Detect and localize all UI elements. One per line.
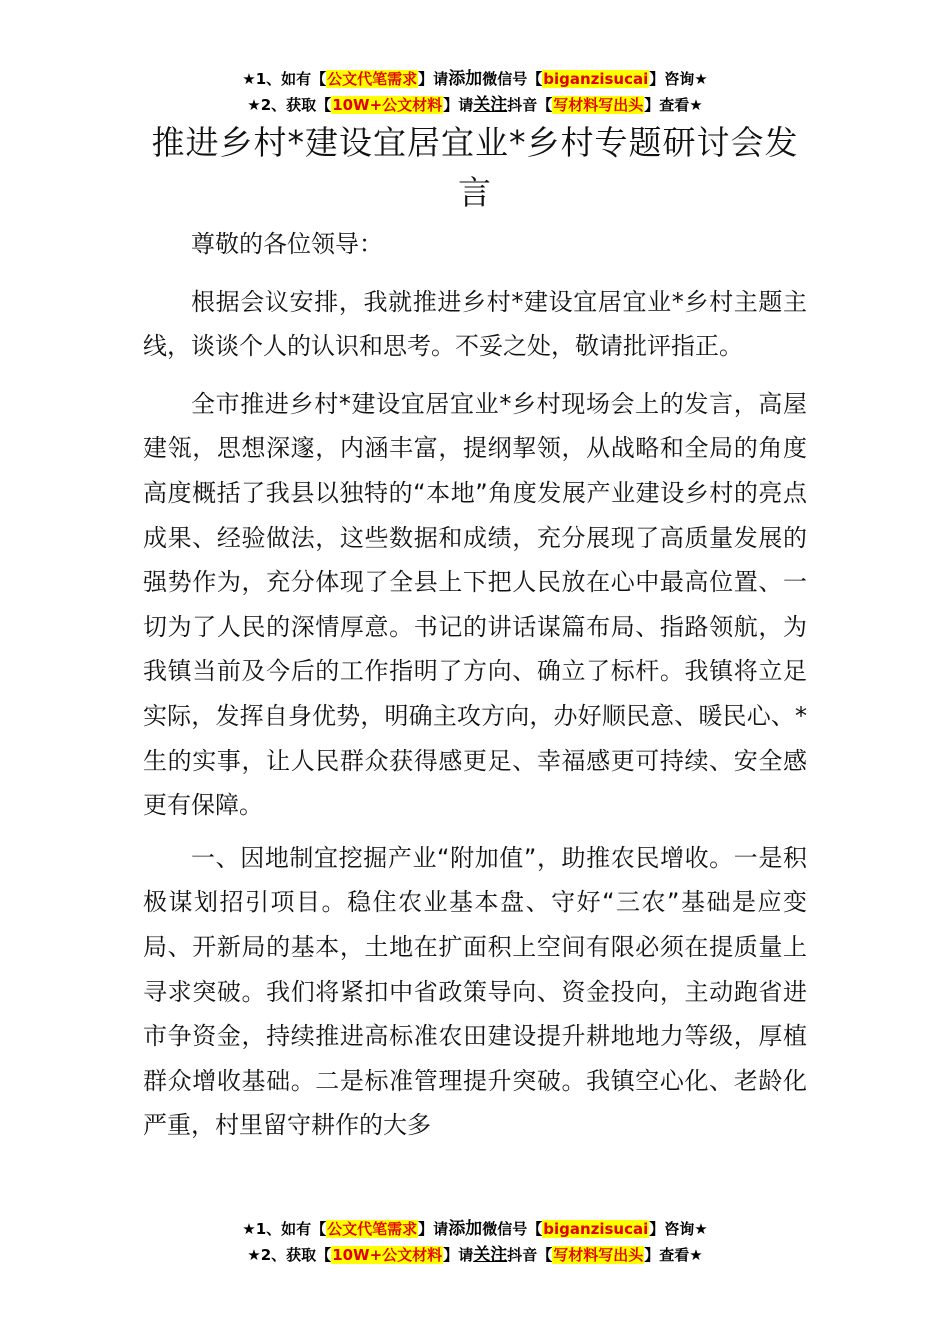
paragraph: 一、因地制宜挖掘产业“附加值”，助推农民增收。一是积极谋划招引项目。稳住农业基本盘、守好“三农”基础是应变局、开新局的基本，土地在扩面积上空间有限必须在提质量上寻求突破。我们将紧扣中省政策导向、资金投向，主动跑省进市争资金，持续推进高标准农田建设提升耕地地力等级，厚植群众增收基础。二是标准管理提升突破。我镇空心化、老龄化严重，村里留守耕作的大多	[143, 843, 807, 1140]
banner-text: 】查看★	[644, 96, 703, 114]
header-banner	[0, 66, 950, 118]
banner-emphasis: 关注	[473, 1245, 508, 1265]
banner-highlight: 写材料写出头	[553, 96, 644, 114]
banner-text: ★1、如有【	[242, 1220, 327, 1238]
banner-text: 】请	[443, 1246, 474, 1264]
salutation: 尊敬的各位领导：	[191, 230, 383, 258]
banner-text: ★1、如有【	[242, 70, 327, 88]
banner-text: 】咨询★	[649, 1220, 708, 1238]
banner-emphasis: 关注	[473, 95, 508, 115]
banner-text: 抖音【	[507, 96, 553, 114]
banner-line-2	[0, 1242, 950, 1268]
banner-highlight: biganzisucai	[543, 1220, 649, 1238]
banner-line-2	[0, 92, 950, 118]
banner-text: 】请	[418, 70, 449, 88]
banner-text: 】请	[418, 1220, 449, 1238]
banner-line-1	[0, 1216, 950, 1242]
footer-banner	[0, 1216, 950, 1268]
banner-text: 】查看★	[644, 1246, 703, 1264]
banner-text: ★2、获取【	[247, 1246, 332, 1264]
banner-line-1	[0, 66, 950, 92]
paragraph: 全市推进乡村*建设宜居宜业*乡村现场会上的发言，高屋建瓴，思想深邃，内涵丰富，提纲挈领，从战略和全局的角度高度概括了我县以独特的“本地”角度发展产业建设乡村的亮点成果、经验做法，这些数据和成绩，充分展现了高质量发展的强势作为，充分体现了全县上下把人民放在心中最高位置、一切为了人民的深情厚意。书记的讲话谋篇布局、指路领航，为我镇当前及今后的工作指明了方向、确立了标杆。我镇将立足实际，发挥自身优势，明确主攻方向，办好顺民意、暖民心、*生的实事，让人民群众获得感更足、幸福感更可持续、安全感更有保障。	[143, 389, 807, 820]
banner-highlight: biganzisucai	[543, 70, 649, 88]
banner-emphasis: 添加	[448, 1219, 483, 1239]
banner-emphasis: 添加	[448, 69, 483, 89]
banner-highlight: 公文代笔需求	[327, 1220, 418, 1238]
banner-highlight: 写材料写出头	[553, 1246, 644, 1264]
paragraph: 根据会议安排，我就推进乡村*建设宜居宜业*乡村主题主线，谈谈个人的认识和思考。不妥之处，敬请批评指正。	[143, 287, 807, 361]
banner-text: 】请	[443, 96, 474, 114]
document-body	[143, 222, 807, 1159]
banner-text: 】咨询★	[649, 70, 708, 88]
banner-highlight: 公文代笔需求	[327, 70, 418, 88]
banner-text: 微信号【	[482, 70, 543, 88]
banner-highlight: 10W+公文材料	[332, 1246, 443, 1264]
banner-text: ★2、获取【	[247, 96, 332, 114]
banner-highlight: 10W+公文材料	[332, 96, 443, 114]
banner-text: 抖音【	[507, 1246, 553, 1264]
banner-text: 微信号【	[482, 1220, 543, 1238]
document-title: 推进乡村*建设宜居宜业*乡村专题研讨会发言	[151, 123, 799, 212]
